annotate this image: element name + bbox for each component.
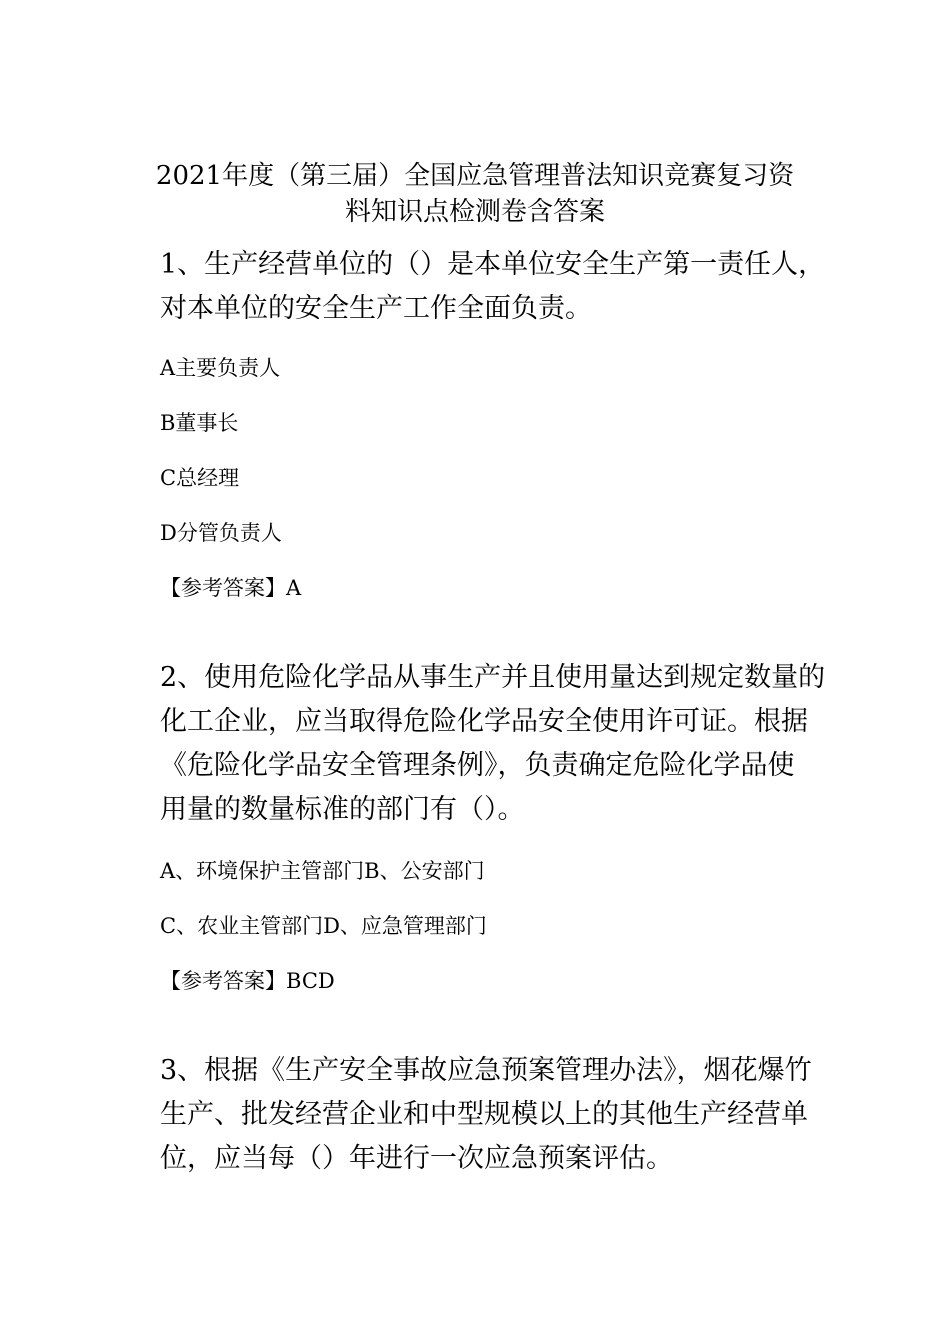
stem-line: 化工企业，应当取得危险化学品安全使用许可证。根据 [160,706,808,737]
stem-line: 位，应当每（）年进行一次应急预案评估。 [160,1143,673,1174]
stem-line: 2、使用危险化学品从事生产并且使用量达到规定数量的 [160,662,826,693]
question-3-stem [160,1049,840,1181]
question-1-option-d: D分管负责人 [160,521,282,545]
stem-line: 《危险化学品安全管理条例》，负责确定危险化学品使 [160,750,795,781]
title-line: 2021年度（第三届）全国应急管理普法知识竞赛复习资 [155,161,795,191]
stem-line: 1、生产经营单位的（）是本单位安全生产第一责任人， [160,249,826,280]
question-1-option-c: C总经理 [160,466,240,490]
stem-line: 用量的数量标准的部门有（）。 [160,794,525,825]
question-1-option-a: A主要负责人 [160,356,281,380]
question-2-answer: 【参考答案】BCD [160,969,335,993]
question-1-answer: 【参考答案】A [160,576,302,600]
question-2-options-line-2: C、农业主管部门D、应急管理部门 [160,914,487,938]
question-1-option-b: B董事长 [160,411,239,435]
document-title [120,158,830,230]
question-2-options-line-1: A、环境保护主管部门B、公安部门 [160,859,485,883]
stem-line: 对本单位的安全生产工作全面负责。 [160,293,592,324]
question-2-stem [160,656,840,832]
question-1-stem [160,243,840,331]
title-line: 料知识点检测卷含答案 [344,197,605,227]
stem-line: 3、根据《生产安全事故应急预案管理办法》，烟花爆竹 [160,1055,812,1086]
stem-line: 生产、批发经营企业和中型规模以上的其他生产经营单 [160,1099,808,1130]
